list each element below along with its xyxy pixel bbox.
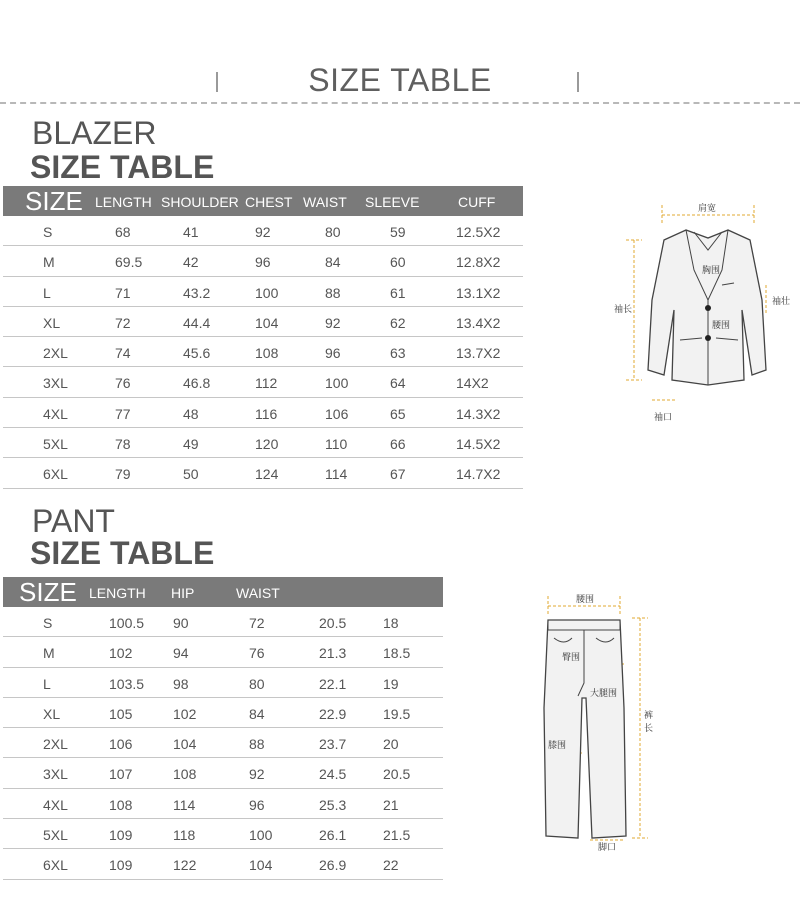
blazer-table-row: [3, 246, 523, 276]
blazer-heading-line1: BLAZER: [32, 115, 157, 151]
blazer-col-chest: CHEST: [245, 194, 293, 210]
pant-size-table: [3, 577, 443, 880]
blazer-table-header: [3, 186, 523, 216]
pant-value-cell: 88: [249, 736, 265, 753]
pant-value-cell: 76: [249, 645, 265, 662]
blazer-label-waist: 腰围: [712, 321, 731, 331]
blazer-col-waist: WAIST: [303, 194, 347, 210]
blazer-value-cell: 96: [255, 254, 271, 271]
blazer-col-length: LENGTH: [95, 194, 152, 210]
pant-table-header: [3, 577, 443, 607]
pant-value-cell: 102: [173, 705, 197, 722]
blazer-value-cell: 68: [115, 224, 131, 240]
blazer-value-cell: 74: [115, 345, 131, 362]
pant-value-cell: 108: [109, 796, 133, 813]
pant-col-waist: WAIST: [236, 585, 280, 601]
pant-size-cell: 5XL: [43, 827, 68, 844]
pant-value-cell: 21: [383, 796, 399, 813]
blazer-table-row: [3, 367, 523, 397]
blazer-value-cell: 13.7X2: [456, 345, 501, 362]
pant-value-cell: 105: [109, 705, 133, 722]
header-dashed-rule: [0, 102, 800, 104]
pant-value-cell: 24.5: [319, 766, 347, 783]
pant-size-cell: 4XL: [43, 796, 68, 813]
pant-value-cell: 21.3: [319, 645, 347, 662]
blazer-value-cell: 69.5: [115, 254, 143, 271]
blazer-value-cell: 42: [183, 254, 199, 271]
blazer-value-cell: 61: [390, 284, 406, 301]
pant-value-cell: 20.5: [319, 615, 347, 631]
blazer-size-cell: L: [43, 284, 51, 301]
pant-value-cell: 122: [173, 857, 197, 874]
pant-table-row: [3, 668, 443, 698]
blazer-value-cell: 14.3X2: [456, 405, 501, 422]
pant-heading-line1: PANT: [32, 503, 115, 539]
pant-value-cell: 20.5: [383, 766, 411, 783]
blazer-value-cell: 60: [390, 254, 406, 271]
blazer-value-cell: 120: [255, 436, 279, 453]
pant-value-cell: 98: [173, 675, 189, 692]
blazer-value-cell: 14.7X2: [456, 466, 501, 483]
pant-value-cell: 80: [249, 675, 265, 692]
pant-diagram: [520, 588, 660, 853]
blazer-value-cell: 45.6: [183, 345, 211, 362]
pant-heading-line2: SIZE TABLE: [30, 535, 215, 571]
blazer-size-cell: M: [43, 254, 55, 271]
pant-value-cell: 114: [173, 796, 196, 813]
pant-value-cell: 102: [109, 645, 133, 662]
blazer-value-cell: 41: [183, 224, 199, 240]
blazer-value-cell: 77: [115, 405, 131, 422]
pant-value-cell: 108: [173, 766, 197, 783]
pant-value-cell: 92: [249, 766, 265, 783]
blazer-outline-icon: [604, 190, 800, 440]
pant-table-row: [3, 607, 443, 637]
pant-size-cell: 2XL: [43, 736, 68, 753]
blazer-value-cell: 13.4X2: [456, 314, 501, 331]
blazer-value-cell: 92: [255, 224, 271, 240]
pant-size-cell: S: [43, 615, 53, 631]
pant-value-cell: 90: [173, 615, 189, 631]
blazer-value-cell: 64: [390, 375, 406, 392]
blazer-value-cell: 92: [325, 314, 341, 331]
blazer-size-cell: 4XL: [43, 405, 68, 422]
blazer-value-cell: 79: [115, 466, 131, 483]
blazer-value-cell: 116: [255, 405, 278, 422]
pant-label-thigh: 大腿围: [590, 689, 618, 699]
blazer-value-cell: 14.5X2: [456, 436, 501, 453]
pant-col-hip: HIP: [171, 585, 195, 601]
pant-label-hip: 臀围: [562, 653, 581, 663]
blazer-value-cell: 62: [390, 314, 406, 331]
pant-value-cell: 107: [109, 766, 133, 783]
pant-value-cell: 103.5: [109, 675, 145, 692]
blazer-size-table: [3, 186, 523, 489]
blazer-value-cell: 50: [183, 466, 199, 483]
blazer-table-row: [3, 277, 523, 307]
blazer-value-cell: 66: [390, 436, 406, 453]
pant-table-row: [3, 698, 443, 728]
blazer-table-body: [3, 216, 523, 489]
blazer-col-shoulder: SHOULDER: [161, 194, 239, 210]
pant-value-cell: 20: [383, 736, 399, 753]
pant-value-cell: 22.1: [319, 675, 347, 692]
pant-value-cell: 104: [173, 736, 197, 753]
pant-value-cell: 19.5: [383, 705, 411, 722]
pant-value-cell: 104: [249, 857, 273, 874]
pant-value-cell: 26.9: [319, 857, 347, 874]
blazer-table-row: [3, 458, 523, 488]
blazer-label-sleeve: 袖长: [614, 305, 633, 315]
pants-outline-icon: [520, 588, 660, 853]
page-title: SIZE TABLE: [308, 62, 492, 98]
pant-value-cell: 23.7: [319, 736, 347, 753]
blazer-value-cell: 43.2: [183, 284, 211, 301]
blazer-value-cell: 104: [255, 314, 279, 331]
pant-size-cell: L: [43, 675, 51, 692]
pant-value-cell: 21.5: [383, 827, 411, 844]
blazer-size-cell: 5XL: [43, 436, 68, 453]
blazer-value-cell: 88: [325, 284, 341, 301]
blazer-value-cell: 13.1X2: [456, 284, 501, 301]
pant-table-row: [3, 849, 443, 879]
blazer-size-cell: XL: [43, 314, 61, 331]
pant-size-cell: M: [43, 645, 55, 662]
pant-value-cell: 26.1: [319, 827, 347, 844]
pant-table-row: [3, 819, 443, 849]
pant-value-cell: 19: [383, 675, 399, 692]
blazer-value-cell: 100: [325, 375, 349, 392]
blazer-value-cell: 65: [390, 405, 406, 422]
blazer-table-row: [3, 398, 523, 428]
blazer-value-cell: 59: [390, 224, 406, 240]
pant-size-cell: XL: [43, 705, 61, 722]
pant-table-body: [3, 607, 443, 880]
pant-table-row: [3, 758, 443, 788]
blazer-heading-line2: SIZE TABLE: [30, 149, 215, 185]
blazer-value-cell: 108: [255, 345, 279, 362]
blazer-label-shoulder: 肩宽: [698, 204, 717, 214]
blazer-diagram: [604, 190, 800, 440]
pant-value-cell: 100.5: [109, 615, 145, 631]
blazer-label-cuff: 袖口: [654, 413, 673, 423]
header-divider-right: [577, 72, 579, 92]
blazer-value-cell: 12.5X2: [456, 224, 501, 240]
pant-size-label: SIZE: [19, 577, 77, 607]
pant-value-cell: 109: [109, 827, 133, 844]
blazer-size-cell: 6XL: [43, 466, 68, 483]
blazer-value-cell: 80: [325, 224, 341, 240]
pant-size-cell: 6XL: [43, 857, 68, 874]
header-divider-left: [216, 72, 218, 92]
pant-table-row: [3, 728, 443, 758]
pant-value-cell: 22.9: [319, 705, 347, 722]
blazer-value-cell: 124: [255, 466, 279, 483]
blazer-table-row: [3, 428, 523, 458]
pant-value-cell: 25.3: [319, 796, 347, 813]
blazer-value-cell: 67: [390, 466, 406, 483]
blazer-value-cell: 63: [390, 345, 406, 362]
blazer-value-cell: 46.8: [183, 375, 211, 392]
blazer-table-row: [3, 307, 523, 337]
blazer-value-cell: 96: [325, 345, 341, 362]
blazer-table-row: [3, 216, 523, 246]
pant-label-hem: 脚口: [598, 843, 617, 853]
pant-label-length-b: 长: [644, 724, 654, 734]
blazer-value-cell: 106: [325, 405, 349, 422]
pant-col-length: LENGTH: [89, 585, 146, 601]
blazer-value-cell: 114: [325, 466, 348, 483]
pant-label-waist: 腰围: [576, 595, 595, 605]
pant-value-cell: 100: [249, 827, 273, 844]
blazer-value-cell: 44.4: [183, 314, 211, 331]
blazer-value-cell: 112: [255, 375, 278, 392]
blazer-size-cell: 3XL: [43, 375, 68, 392]
blazer-value-cell: 48: [183, 405, 199, 422]
pant-label-length-a: 裤: [644, 711, 654, 721]
blazer-label-chest: 胸围: [702, 266, 721, 276]
blazer-size-cell: 2XL: [43, 345, 68, 362]
blazer-col-sleeve: SLEEVE: [365, 194, 420, 210]
pant-value-cell: 84: [249, 705, 265, 722]
pant-table-row: [3, 789, 443, 819]
pant-value-cell: 94: [173, 645, 189, 662]
blazer-size-cell: S: [43, 224, 53, 240]
pant-size-cell: 3XL: [43, 766, 68, 783]
pant-value-cell: 118: [173, 827, 196, 844]
pant-value-cell: 18: [383, 615, 399, 631]
blazer-value-cell: 49: [183, 436, 199, 453]
blazer-value-cell: 110: [325, 436, 348, 453]
blazer-size-label: SIZE: [25, 186, 83, 216]
blazer-value-cell: 78: [115, 436, 131, 453]
blazer-label-sleeve-width: 袖壮: [772, 297, 791, 307]
blazer-value-cell: 12.8X2: [456, 254, 501, 271]
pant-value-cell: 96: [249, 796, 265, 813]
pant-value-cell: 22: [383, 857, 399, 874]
blazer-value-cell: 84: [325, 254, 341, 271]
pant-value-cell: 18.5: [383, 645, 411, 662]
pant-value-cell: 106: [109, 736, 133, 753]
pant-value-cell: 72: [249, 615, 265, 631]
pant-table-row: [3, 637, 443, 667]
pant-value-cell: 109: [109, 857, 133, 874]
blazer-value-cell: 71: [115, 284, 131, 301]
blazer-value-cell: 72: [115, 314, 131, 331]
blazer-value-cell: 14X2: [456, 375, 489, 392]
blazer-value-cell: 76: [115, 375, 131, 392]
pant-label-knee: 膝围: [548, 741, 567, 751]
blazer-col-cuff: CUFF: [458, 194, 496, 210]
blazer-value-cell: 100: [255, 284, 279, 301]
blazer-table-row: [3, 337, 523, 367]
